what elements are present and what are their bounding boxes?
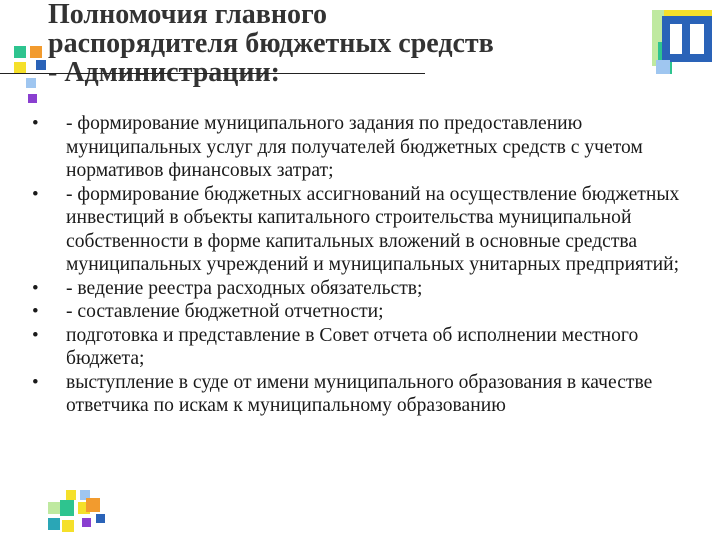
title-line: Полномочия главного (48, 0, 328, 30)
bullet-marker: • (32, 277, 39, 299)
deco-square (86, 498, 100, 512)
bullet-marker: • (32, 371, 39, 393)
list-item-text: - ведение реестра расходных обязательств; (66, 277, 423, 299)
deco-square (82, 518, 91, 527)
bullet-marker: • (32, 324, 39, 346)
deco-square (48, 518, 60, 530)
deco-square (48, 502, 60, 514)
title-line: - Администрации: (48, 57, 280, 88)
list-item-text: - формирование бюджетных ассигнований на осуществление бюджетных инвестиций в объекты капитального строительства муниципальной собственности в форме капитальных вложений в основные средства муниципальных учреждений и муниципальных унитарных предприятий; (66, 183, 680, 275)
list-item (32, 112, 704, 183)
deco-square (62, 520, 74, 532)
list-item-text: - составление бюджетной отчетности; (66, 301, 384, 322)
deco-square (26, 78, 36, 88)
deco-square (30, 46, 42, 58)
title-line: распорядителя бюджетных средств (48, 28, 494, 59)
bullet-marker: • (32, 301, 39, 322)
list-item (32, 324, 704, 371)
bullet-marker: • (32, 113, 39, 134)
list-item (32, 371, 704, 418)
list-item-text: подготовка и представление в Совет отчета об исполнении местного бюджета; (66, 324, 639, 369)
deco-square (36, 60, 46, 70)
deco-square (60, 500, 74, 516)
deco-square (96, 514, 105, 523)
list-item (32, 183, 704, 277)
list-item-text: - формирование муниципального задания по предоставлению муниципальных услуг для получателей бюджетных средств с учетом нормативов финансовых затрат; (66, 113, 643, 181)
list-item (32, 277, 704, 301)
logo-emblem (652, 2, 718, 76)
list-item-text: выступление в суде от имени муниципального образования в качестве ответчика по искам к муниципальному образованию (66, 371, 653, 416)
bullet-marker: • (32, 183, 39, 205)
deco-square (28, 94, 37, 103)
deco-square (14, 46, 26, 58)
logo-light-square (656, 60, 670, 74)
deco-square (66, 490, 76, 500)
logo-blue-bar (682, 24, 690, 54)
list-item (32, 300, 704, 324)
title-underline (0, 73, 425, 74)
bullet-list (32, 112, 704, 418)
